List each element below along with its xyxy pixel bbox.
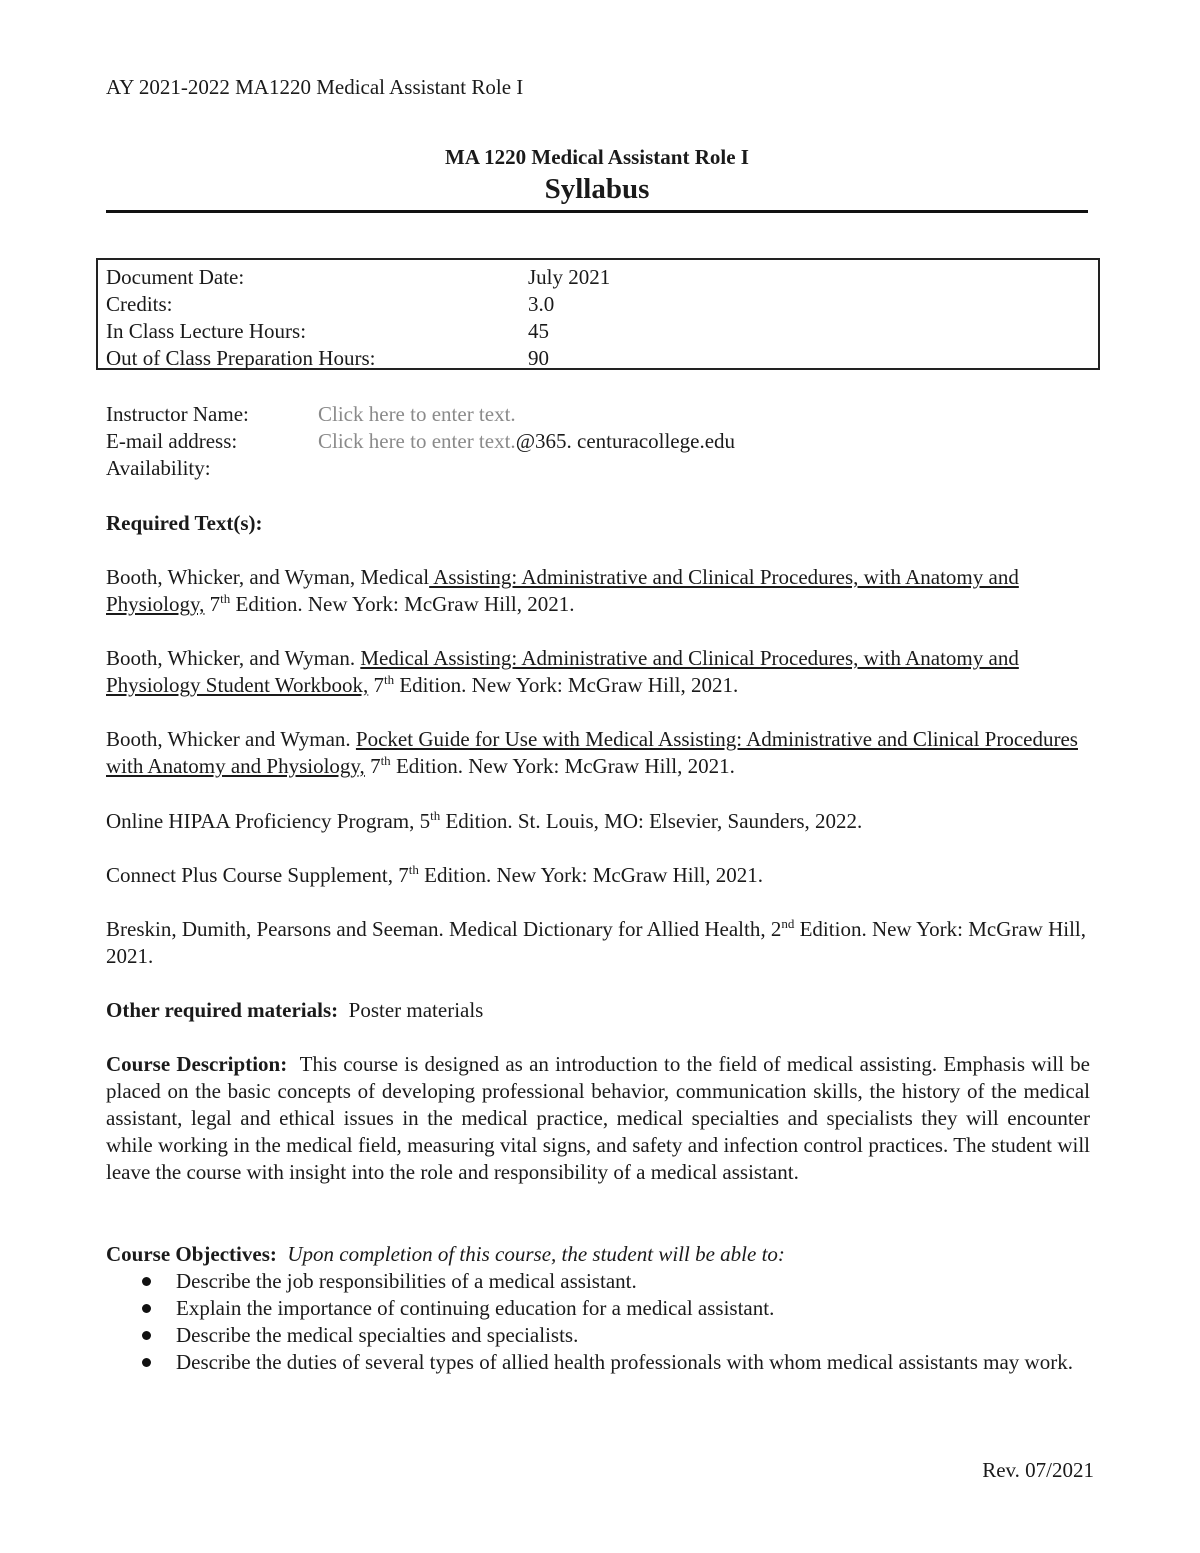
instructor-name-field[interactable]: Click here to enter text.	[318, 402, 516, 426]
course-info-box	[96, 258, 1100, 370]
reference-2	[106, 645, 1090, 699]
bullet-icon	[142, 1331, 151, 1340]
course-description-text: This course is designed as an introduction to the field of medical assisting. Emphasis will be placed on the basic concepts of developing professional behavior, communication skills, the history of the medical assistant, legal and ethical issues in the medical practice, medical specialties and specialists they will encounter while working in the medical field, measuring vital signs, and safety and infection control practices. The student will leave the course with insight into the role and responsibility of a medical assistant.	[106, 1052, 1090, 1184]
info-value: 3.0	[528, 292, 555, 316]
objective-text: Describe the medical specialties and specialists.	[176, 1323, 579, 1347]
reference-title: Assisting: Administrative and Clinical Procedures, with Anatomy and Physiology,	[106, 565, 1019, 616]
info-label: Out of Class Preparation Hours:	[106, 346, 376, 370]
document-type-title: Syllabus	[544, 173, 650, 205]
reference-publication: Edition. New York: McGraw Hill, 2021.	[418, 863, 764, 887]
email-row	[106, 428, 735, 455]
course-objectives-intro: Upon completion of this course, the student will be able to:	[287, 1242, 785, 1266]
reference-edition-suffix: th	[383, 672, 395, 687]
reference-3	[106, 726, 1090, 780]
reference-title: Medical Assisting: Administrative and Clinical Procedures, with Anatomy and Physiology Student Workbook,	[106, 646, 1019, 697]
info-value: 45	[528, 319, 549, 343]
reference-edition-number: 7	[368, 673, 384, 697]
bullet-icon	[142, 1358, 151, 1367]
list-item	[106, 1349, 1090, 1376]
reference-4	[106, 808, 1090, 835]
reference-publication: Edition. New York: McGraw Hill, 2021.	[390, 754, 735, 778]
reference-publication: Edition. New York: McGraw Hill, 2021.	[230, 592, 575, 616]
instructor-name-row	[106, 401, 735, 428]
reference-authors: Booth, Whicker, and Wyman, Medical	[106, 565, 430, 589]
objective-text: Describe the job responsibilities of a medical assistant.	[176, 1269, 637, 1293]
reference-edition-suffix: nd	[781, 916, 795, 931]
instructor-name-label: Instructor Name:	[106, 402, 249, 426]
instructor-contact	[106, 401, 735, 482]
objectives-list	[106, 1268, 1090, 1376]
revision-footer: Rev. 07/2021	[982, 1458, 1094, 1482]
list-item	[106, 1295, 1090, 1322]
reference-6	[106, 916, 1090, 970]
reference-edition-suffix: th	[380, 753, 391, 768]
reference-authors: Booth, Whicker, and Wyman.	[106, 646, 361, 670]
bullet-icon	[142, 1277, 151, 1286]
reference-edition-number: 7	[204, 592, 221, 616]
info-row-lecture-hours	[106, 318, 1090, 345]
reference-publication: Edition. St. Louis, MO: Elsevier, Saunders, 2022.	[440, 809, 863, 833]
email-label: E-mail address:	[106, 429, 238, 453]
list-item	[106, 1322, 1090, 1349]
course-objectives	[106, 1241, 1090, 1376]
reference-text: Online HIPAA Proficiency Program, 5	[106, 809, 431, 833]
info-label: Credits:	[106, 292, 173, 316]
info-label: Document Date:	[106, 265, 245, 289]
course-description	[106, 1051, 1090, 1186]
info-row-credits	[106, 291, 1090, 318]
info-label: In Class Lecture Hours:	[106, 319, 307, 343]
title-divider	[106, 210, 1088, 213]
reference-authors: Booth, Whicker and Wyman.	[106, 727, 356, 751]
bullet-icon	[142, 1304, 151, 1313]
list-item	[106, 1268, 1090, 1295]
availability-row	[106, 455, 735, 482]
email-domain: @365. centuracollege.edu	[515, 429, 736, 453]
reference-edition-suffix: th	[220, 591, 231, 606]
reference-edition-number: 7	[364, 754, 381, 778]
reference-publication: Edition. New York: McGraw Hill, 2021.	[394, 673, 739, 697]
objective-text: Explain the importance of continuing education for a medical assistant.	[176, 1296, 775, 1320]
reference-edition-suffix: th	[408, 862, 419, 877]
availability-label: Availability:	[106, 456, 211, 480]
info-row-preparation-hours	[106, 345, 1090, 372]
other-materials	[106, 997, 1090, 1024]
title-block	[106, 144, 1088, 206]
reference-text: Breskin, Dumith, Pearsons and Seeman. Medical Dictionary for Allied Health, 2	[106, 917, 782, 941]
other-materials-label: Other required materials:	[106, 998, 339, 1022]
other-materials-value: Poster materials	[348, 998, 484, 1022]
reference-5	[106, 862, 1090, 889]
reference-edition-suffix: th	[430, 808, 441, 823]
course-objectives-heading	[106, 1241, 1090, 1268]
page-header: AY 2021-2022 MA1220 Medical Assistant Role I	[106, 75, 524, 99]
course-title: MA 1220 Medical Assistant Role I	[445, 145, 749, 169]
required-texts-heading: Required Text(s):	[106, 511, 263, 535]
info-value: July 2021	[528, 265, 611, 289]
course-objectives-label: Course Objectives:	[106, 1242, 277, 1266]
course-description-label: Course Description:	[106, 1052, 288, 1076]
objective-text: Describe the duties of several types of allied health professionals with whom medical assistants may work.	[176, 1350, 1073, 1374]
info-value: 90	[528, 346, 549, 370]
reference-publication: Edition. New York: McGraw Hill, 2021.	[106, 917, 1087, 968]
reference-text: Connect Plus Course Supplement, 7	[106, 863, 409, 887]
email-field[interactable]: Click here to enter text.	[318, 429, 516, 453]
reference-title: Pocket Guide for Use with Medical Assisting: Administrative and Clinical Procedures with Anatomy and Physiology,	[106, 727, 1078, 778]
info-row-document-date	[106, 264, 1090, 291]
reference-1	[106, 564, 1090, 618]
